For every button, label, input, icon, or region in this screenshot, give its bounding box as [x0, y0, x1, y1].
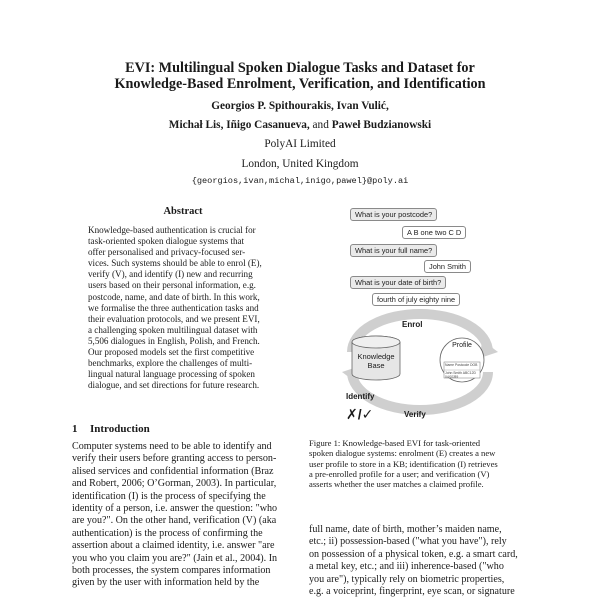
- profile-value-postcode: ABC12D: [462, 371, 476, 375]
- intro-line: and Robert, 2006; O’Gorman, 2003). In particular,: [72, 478, 277, 490]
- caption-line: Figure 1: Knowledge-based EVI for task-oriented: [309, 438, 481, 448]
- title-line-1: EVI: Multilingual Spoken Dialogue Tasks and Dataset for: [125, 60, 475, 76]
- intro-line: you who you claim you are?" (Jain et al., 2004). In: [72, 552, 278, 564]
- figure-caption: [309, 438, 530, 489]
- author-emails: {georgios,ivan,michal,inigo,pawel}@poly.ai: [191, 176, 409, 186]
- right-column-line: a metal key, etc.; and iii) inherence-based ("who: [309, 561, 504, 573]
- caption-line: a pre-enrolled profile for a user; and verification (V): [309, 468, 490, 479]
- abstract-line: a challenging spoken multilingual dataset with: [88, 324, 258, 335]
- abstract-line: their evaluation protocols, and we present EVI,: [88, 313, 260, 324]
- profile-value-name: John Smith: [445, 371, 462, 375]
- abstract-line: postcode, name, and date of birth. In this work,: [88, 291, 260, 302]
- affiliation: PolyAI Limited: [264, 138, 336, 150]
- authors-and: and: [312, 119, 329, 131]
- authors-group-b: Paweł Budzianowski: [331, 119, 432, 131]
- kb-lid: [352, 336, 400, 348]
- kb-label-line-1: Knowledge: [357, 352, 395, 361]
- intro-line: Computer systems need to be able to identify and: [72, 441, 272, 452]
- authors-group-a: Michał Lis, Iñigo Casanueva,: [168, 119, 310, 131]
- bubble-answer-name: John Smith: [424, 260, 471, 273]
- profile-field-name: Name: [445, 363, 455, 367]
- abstract-line: vices. Such systems should be able to enrol (E),: [88, 258, 262, 269]
- right-column-line: etc.; ii) possession-based ("what you have"), rely: [309, 536, 507, 548]
- intro-body: [72, 441, 294, 590]
- profile-values: [445, 371, 480, 379]
- abstract-line: lingual natural language processing of spoken: [88, 369, 255, 380]
- profile-fields: [445, 363, 480, 367]
- intro-line: alised services and confidential information (Braz: [72, 465, 274, 477]
- figure-1: [340, 202, 500, 427]
- abstract-line: task-oriented spoken dialogue systems that: [88, 236, 245, 247]
- bubble-question-name: What is your full name?: [350, 244, 437, 257]
- location: London, United Kingdom: [241, 158, 359, 170]
- caption-line: user profile to store in a KB; identification (I) retrieves: [309, 458, 498, 469]
- section-title: Introduction: [90, 423, 150, 435]
- intro-line: assertion about a claimed identity, i.e. answer "are: [72, 540, 275, 552]
- intro-line: are you?". On the other hand, verification (V) (aka: [72, 515, 277, 527]
- intro-line: identity of a person, i.e. answer the question: "who: [72, 503, 278, 515]
- abstract-line: users based on their personal information, e.g.: [88, 280, 256, 291]
- verdict-symbols: ✗/✓: [346, 406, 374, 422]
- right-column-line: full name, date of birth, mother’s maiden name,: [309, 524, 502, 535]
- authors-line-2: [60, 119, 540, 131]
- abstract-heading: Abstract: [163, 206, 203, 217]
- abstract-body: [88, 225, 278, 391]
- section-number: 1: [72, 423, 78, 435]
- right-column-line: on possession of a physical token, e.g. a smart card,: [309, 548, 518, 560]
- abstract-line: benchmarks, explore the challenges of multi-: [88, 358, 253, 369]
- profile-field-dob: DOB: [470, 363, 478, 367]
- right-column-line: e.g. a voiceprint, fingerprint, eye scan, or signature: [309, 586, 515, 598]
- abstract-line: offer personalised and privacy-focused ser-: [88, 247, 246, 258]
- profile-field-postcode: Postcode: [455, 363, 470, 367]
- intro-line: identification (I) is the process of specifying the: [72, 490, 266, 502]
- intro-line: given by the user with information held by the: [72, 577, 260, 589]
- verify-label: Verify: [404, 410, 426, 419]
- identify-label: Identify: [346, 392, 375, 401]
- abstract-line: Our proposed models set the first competitive: [88, 347, 255, 358]
- abstract-line: dialogue, and set directions for future research.: [88, 380, 260, 391]
- kb-label: [352, 352, 400, 370]
- abstract-line: Knowledge-based authentication is crucial for: [88, 225, 256, 235]
- kb-label-line-2: Base: [367, 361, 385, 370]
- caption-line: spoken dialogue systems: enrolment (E) creates a new: [309, 448, 496, 459]
- bubble-question-postcode: What is your postcode?: [350, 208, 437, 221]
- right-column-line: you are"), typically rely on biometric properties,: [309, 573, 505, 585]
- intro-line: both processes, the system compares information: [72, 565, 271, 577]
- bubble-question-dob: What is your date of birth?: [350, 276, 446, 289]
- profile-value-dob: 04/07/89: [445, 375, 459, 379]
- bubble-answer-dob: fourth of july eighty nine: [372, 293, 460, 306]
- abstract-line: 5,506 dialogues in English, Polish, and French.: [88, 335, 260, 346]
- right-column-body: [309, 524, 530, 598]
- enrol-label: Enrol: [402, 320, 423, 329]
- intro-line: authentication) is the process of confirming the: [72, 527, 263, 539]
- authors-line-1: Georgios P. Spithourakis, Ivan Vulić,: [211, 100, 389, 112]
- intro-line: verify their users before granting access to person-: [72, 453, 277, 465]
- paper-title: [60, 60, 540, 92]
- abstract-line: verify (V), and identify (I) new and recurring: [88, 269, 253, 280]
- bubble-answer-postcode: A B one two C D: [402, 226, 466, 239]
- profile-label: Profile: [452, 342, 472, 349]
- title-line-2: Knowledge-Based Enrolment, Verification, and Identification: [114, 76, 486, 92]
- caption-line: asserts whether the user matches a claimed profile.: [309, 479, 484, 490]
- abstract-line: we formalise the three authentication tasks and: [88, 302, 259, 313]
